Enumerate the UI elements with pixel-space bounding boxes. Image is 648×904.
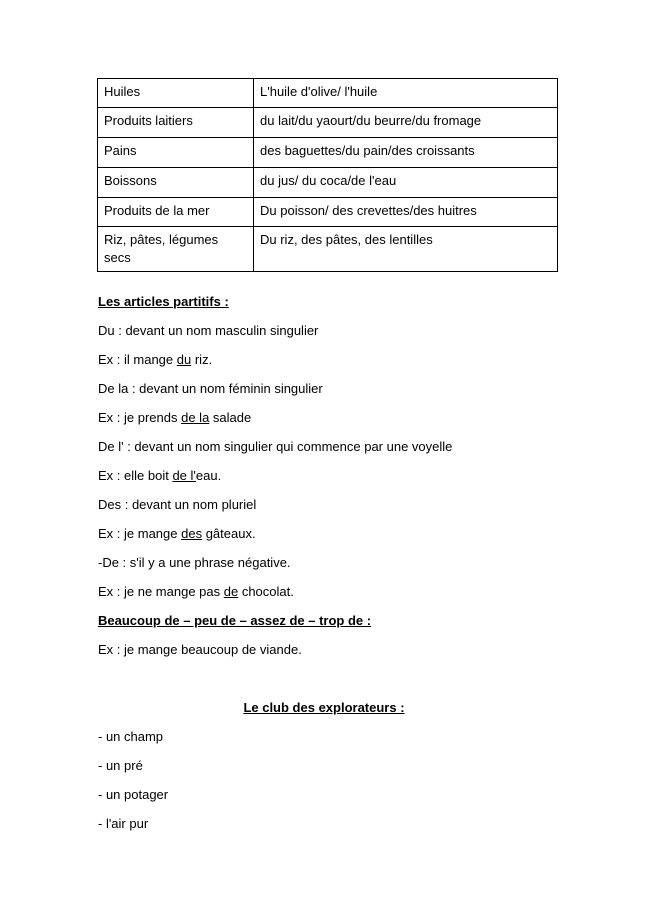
example-text: eau.: [195, 468, 222, 483]
category-cell: Produits laitiers: [98, 108, 254, 138]
example-text: riz.: [191, 352, 213, 367]
underlined-article: de l': [172, 468, 196, 483]
quantity-example: Ex : je mange beaucoup de viande.: [98, 642, 302, 657]
du-example: [98, 351, 212, 369]
du-rule: Du : devant un nom masculin singulier: [98, 323, 319, 338]
example-text: Ex : je prends: [98, 410, 182, 425]
category-cell: Riz, pâtes, légumes secs: [98, 227, 254, 272]
partitifs-heading: Les articles partitifs :: [98, 294, 229, 309]
table-row: [98, 108, 558, 138]
de-example: [98, 583, 294, 601]
example-text: salade: [209, 410, 252, 425]
food-category-table: [97, 78, 558, 272]
del-example: [98, 467, 221, 485]
table-row: [98, 198, 558, 227]
dela-rule: De la : devant un nom féminin singulier: [98, 381, 323, 396]
items-cell: Du riz, des pâtes, des lentilles: [254, 227, 558, 272]
underlined-article: de la: [181, 410, 210, 425]
list-item: - un pré: [98, 758, 143, 773]
table-row: [98, 79, 558, 108]
underlined-article: du: [176, 352, 192, 367]
dela-example: [98, 409, 251, 427]
table-row: [98, 168, 558, 198]
items-cell: du lait/du yaourt/du beurre/du fromage: [254, 108, 558, 138]
des-rule: Des : devant un nom pluriel: [98, 497, 257, 512]
de-rule: -De : s'il y a une phrase négative.: [98, 555, 291, 570]
example-text: Ex : je mange: [98, 526, 182, 541]
example-text: gâteaux.: [202, 526, 256, 541]
table-row: [98, 138, 558, 168]
underlined-article: de: [223, 584, 239, 599]
items-cell: des baguettes/du pain/des croissants: [254, 138, 558, 168]
example-text: chocolat.: [238, 584, 294, 599]
items-cell: Du poisson/ des crevettes/des huitres: [254, 198, 558, 227]
items-cell: du jus/ du coca/de l'eau: [254, 168, 558, 198]
category-cell: Boissons: [98, 168, 254, 198]
list-item: - un potager: [98, 787, 169, 802]
quantity-heading: Beaucoup de – peu de – assez de – trop de :: [98, 613, 372, 628]
example-text: Ex : il mange: [98, 352, 177, 367]
example-text: Ex : je ne mange pas: [98, 584, 224, 599]
example-text: Ex : elle boit: [98, 468, 173, 483]
club-heading: [0, 699, 648, 717]
category-cell: Huiles: [98, 79, 254, 108]
del-rule: De l' : devant un nom singulier qui commence par une voyelle: [98, 439, 453, 454]
club-heading-text: Le club des explorateurs :: [243, 700, 405, 715]
category-cell: Produits de la mer: [98, 198, 254, 227]
list-item: - un champ: [98, 729, 164, 744]
items-cell: L'huile d'olive/ l'huile: [254, 79, 558, 108]
list-item: - l'air pur: [98, 816, 149, 831]
des-example: [98, 525, 256, 543]
table-row: [98, 227, 558, 272]
underlined-article: des: [181, 526, 203, 541]
category-cell: Pains: [98, 138, 254, 168]
